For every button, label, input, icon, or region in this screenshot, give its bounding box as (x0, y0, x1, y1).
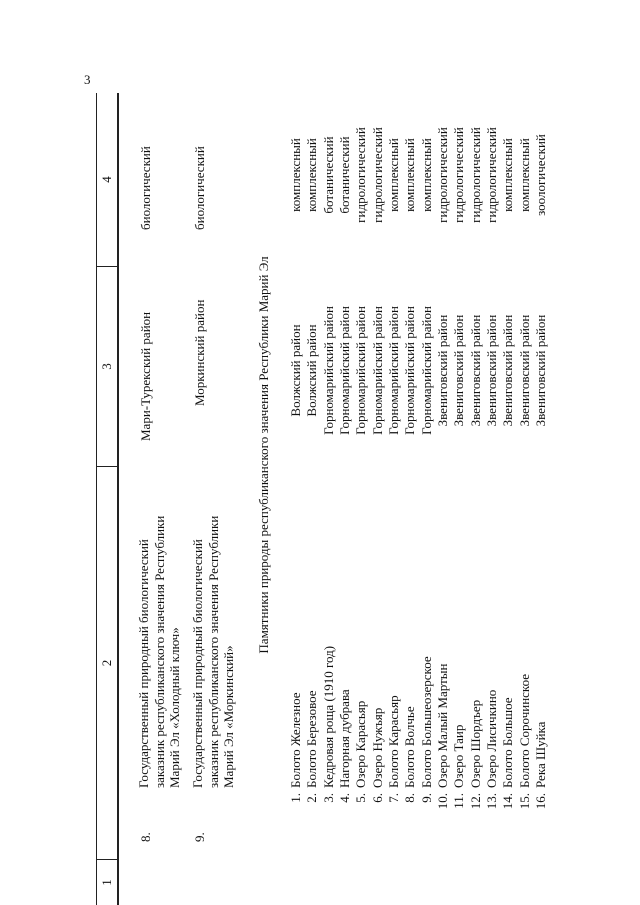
monument-4-district: Горномарийский район (337, 306, 353, 435)
row-8-district: Мари-Турекский район (138, 311, 153, 441)
monument-3-district: Горномарийский район (320, 306, 336, 435)
monument-9-name: Болото Большеозерское (418, 656, 434, 788)
monument-6-num: 6. (369, 793, 385, 803)
monument-7-name: Болото Карасьяр (386, 695, 402, 788)
monument-8-num: 8. (402, 793, 418, 803)
monument-3-name: Кедровая роща (1910 год) (320, 645, 336, 788)
monument-2-name: Болото Березовое (304, 690, 320, 788)
monument-2-type: комплексный (304, 138, 320, 212)
monument-10-type: гидрологический (435, 127, 451, 223)
monument-15-district: Звениговский район (516, 314, 532, 427)
monument-10-district: Звениговский район (435, 314, 451, 427)
monument-districts-column (288, 273, 550, 468)
monument-10-num: 10. (435, 793, 451, 810)
monument-12-num: 12. (467, 793, 483, 810)
column-header-3: 3 (99, 363, 114, 370)
monument-16-num: 16. (533, 793, 549, 810)
monument-14-name: Болото Большое (500, 697, 516, 788)
monument-9-district: Горномарийский район (418, 306, 434, 435)
monument-9-type: комплексный (418, 138, 434, 212)
monument-12-type: гидрологический (467, 127, 483, 223)
row-9-district: Моркинский район (192, 299, 207, 406)
monument-10-name: Озеро Малый Мартын (435, 663, 451, 788)
row-8-name: Государственный природный биологический заказник республиканского значения Республики Марий Эл «Холодный ключ» (136, 515, 182, 788)
monument-1-num: 1. (288, 793, 303, 803)
monument-5-type: гидрологический (353, 127, 369, 223)
monument-14-district: Звениговский район (500, 314, 516, 427)
monument-1-district: Волжский район (288, 324, 303, 417)
monument-4-type: ботанический (337, 136, 353, 214)
row-8-type: биологический (138, 146, 153, 230)
monument-5-name: Озеро Карасьяр (353, 700, 369, 788)
monument-7-type: комплексный (386, 138, 402, 212)
column-header-4: 4 (99, 176, 114, 183)
monument-8-name: Болото Волчье (402, 706, 418, 788)
monument-13-type: гидрологический (484, 127, 500, 223)
monument-names-column (288, 468, 550, 788)
monument-13-name: Озеро Лисичкино (484, 689, 500, 788)
monument-16-type: зоологический (533, 134, 549, 216)
monument-15-name: Болото Сорочинское (516, 673, 532, 788)
monument-4-num: 4. (337, 793, 353, 803)
section-title: Памятники природы республиканского значения Республики Марий Эл (256, 256, 271, 654)
monument-12-name: Озеро Шордъер (467, 699, 483, 788)
monument-2-num: 2. (304, 793, 320, 803)
monument-16-district: Звениговский район (533, 314, 549, 427)
header-bottom-rule (96, 93, 97, 905)
monument-7-district: Горномарийский район (386, 306, 402, 435)
monument-6-district: Горномарийский район (369, 306, 385, 435)
monument-6-name: Озеро Нужъяр (369, 707, 385, 788)
table-top-rule (117, 93, 119, 905)
column-header-2: 2 (99, 659, 114, 667)
monument-3-num: 3. (320, 793, 336, 803)
monument-5-num: 5. (353, 793, 369, 803)
column-header-1: 1 (99, 879, 114, 886)
monument-7-num: 7. (386, 793, 402, 803)
monument-2-district: Волжский район (304, 324, 320, 417)
row-9-number: 9. (192, 832, 207, 842)
monument-1-name: Болото Железное (288, 692, 303, 788)
monument-9-num: 9. (418, 793, 434, 803)
monument-8-type: комплексный (402, 138, 418, 212)
monument-13-num: 13. (484, 793, 500, 810)
monument-4-name: Нагорная дубрава (337, 689, 353, 788)
monument-12-district: Звениговский район (467, 314, 483, 427)
monument-13-district: Звениговский район (484, 314, 500, 427)
monument-numbers-column (288, 785, 550, 905)
monument-16-name: Река Шуйка (533, 721, 549, 788)
row-9-type: биологический (192, 146, 207, 230)
monument-15-type: комплексный (516, 138, 532, 212)
monument-8-district: Горномарийский район (402, 306, 418, 435)
monument-14-type: комплексный (500, 138, 516, 212)
page-number: 3 (84, 72, 91, 87)
monument-types-column (288, 83, 550, 267)
monument-1-type: комплексный (288, 138, 303, 212)
monument-11-num: 11. (451, 793, 467, 809)
monument-11-type: гидрологический (451, 127, 467, 223)
monument-6-type: гидрологический (369, 127, 385, 223)
monument-11-name: Озеро Таир (451, 724, 467, 788)
monument-14-num: 14. (500, 793, 516, 810)
row-8-number: 8. (138, 832, 153, 842)
monument-15-num: 15. (516, 793, 532, 810)
monument-11-district: Звениговский район (451, 314, 467, 427)
monument-5-district: Горномарийский район (353, 306, 369, 435)
monument-3-type: ботанический (320, 136, 336, 214)
row-9-name: Государственный природный биологический заказник республиканского значения Республики Марий Эл «Моркинский» (190, 515, 236, 788)
